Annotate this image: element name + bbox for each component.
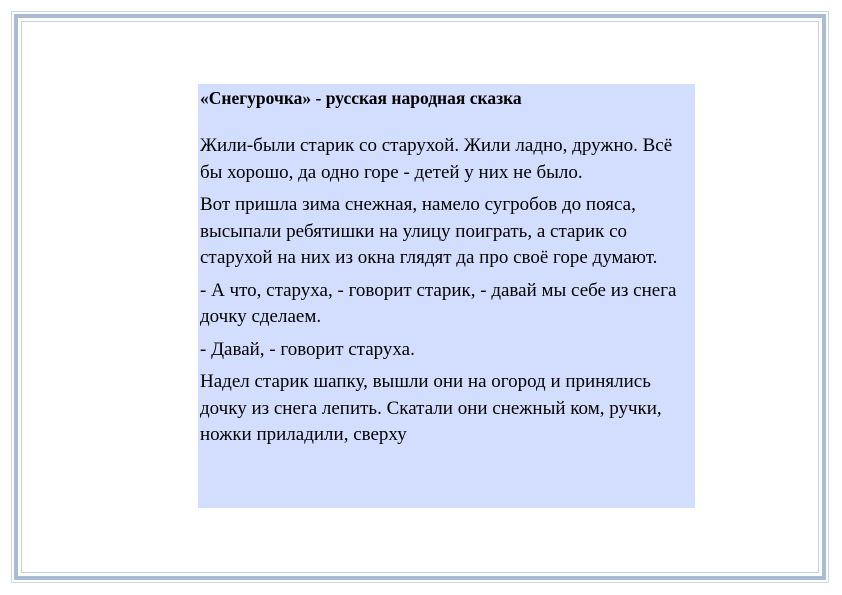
story-paragraph-3: - А что, старуха, - говорит старик, - давай мы себе из снега дочку сделаем.	[200, 279, 677, 327]
story-text-box	[198, 84, 695, 508]
story-paragraph-5: Надел старик шапку, вышли они на огород и принялись дочку из снега лепить. Скатали они снежный ком, ручки, ножки приладили, сверху	[200, 371, 662, 445]
story-paragraph-1: Жили-были старик со старухой. Жили ладно, дружно. Всё бы хорошо, да одно горе - детей у них не было.	[200, 135, 673, 183]
story-paragraph-2: Вот пришла зима снежная, намело сугробов до пояса, высыпали ребятишки на улицу поиграть, а старик со старухой на них из окна глядят да про своё горе думают.	[200, 194, 658, 268]
story-title: «Снегурочка» - русская народная сказка	[200, 88, 522, 108]
story-paragraph-4: - Давай, - говорит старуха.	[200, 338, 415, 360]
